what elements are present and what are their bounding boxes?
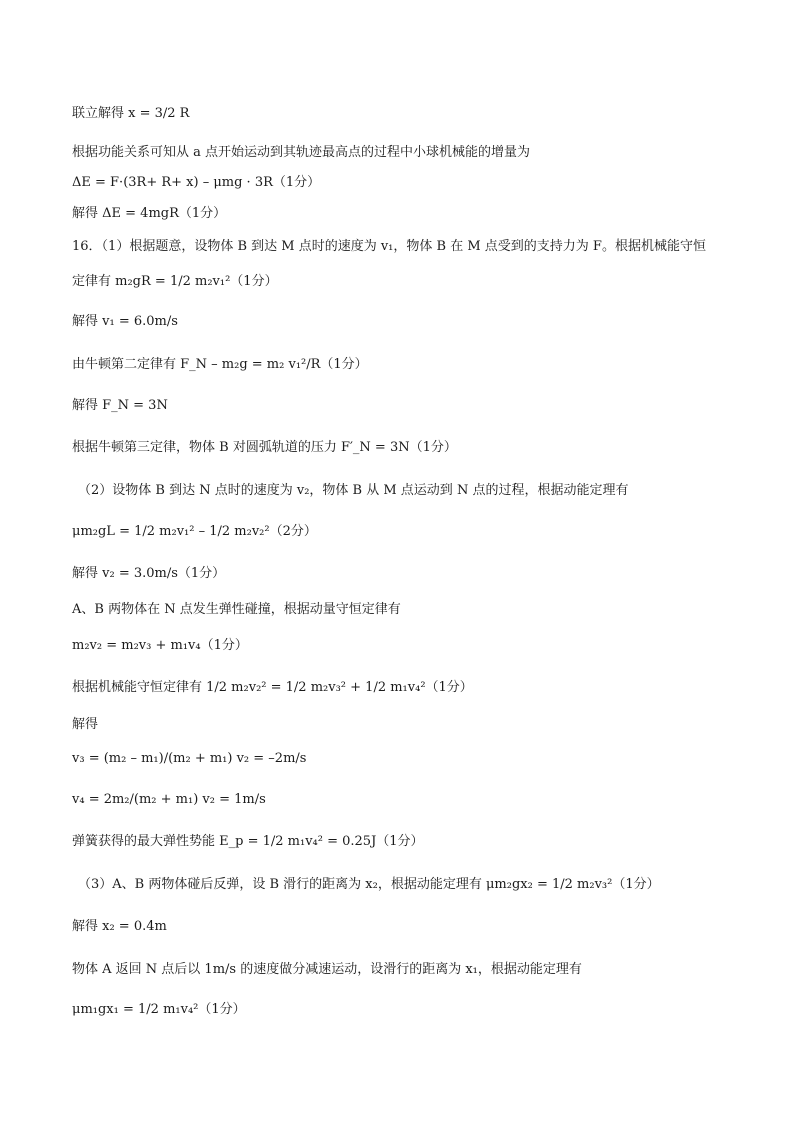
solution-v3: v₃ = (m₂ – m₁)/(m₂ + m₁) v₂ = –2m/s bbox=[72, 751, 307, 766]
equation-newton-second-law: 由牛顿第二定律有 F_N – m₂g = m₂ v₁²/R（1分） bbox=[72, 357, 368, 372]
solution-result-energy: 解得 ΔE = 4mgR（1分） bbox=[72, 206, 227, 221]
equation-energy-increment: ΔE = F·(3R+ R+ x) – μmg · 3R（1分） bbox=[72, 175, 321, 190]
solution-v4: v₄ = 2m₂/(m₂ + m₁) v₂ = 1m/s bbox=[72, 792, 266, 807]
solution-v1: 解得 v₁ = 6.0m/s bbox=[72, 314, 178, 329]
solution-pressure-force: 根据牛顿第三定律，物体 B 对圆弧轨道的压力 F′_N = 3N（1分） bbox=[72, 440, 457, 455]
question-16-part-1-intro: 16．（1）根据题意，设物体 B 到达 M 点时的速度为 v₁，物体 B 在 M 点受到的支持力为 F。根据机械能守恒 bbox=[72, 239, 706, 254]
solution-line-2: 根据功能关系可知从 a 点开始运动到其轨迹最高点的过程中小球机械能的增量为 bbox=[72, 145, 531, 160]
solution-line-1: 联立解得 x = 3/2 R bbox=[72, 106, 190, 121]
solution-label: 解得 bbox=[72, 717, 99, 732]
equation-energy-conservation: 定律有 m₂gR = 1/2 m₂v₁²（1分） bbox=[72, 274, 278, 289]
object-a-return-statement: 物体 A 返回 N 点后以 1m/s 的速度做分减速运动，设滑行的距离为 x₁，根据动能定理有 bbox=[72, 962, 582, 977]
solution-v2: 解得 v₂ = 3.0m/s（1分） bbox=[72, 566, 226, 581]
equation-momentum-conservation: m₂v₂ = m₂v₃ + m₁v₄（1分） bbox=[72, 638, 248, 653]
solution-x2: 解得 x₂ = 0.4m bbox=[72, 919, 167, 934]
equation-work-energy-mn: μm₂gL = 1/2 m₂v₁² – 1/2 m₂v₂²（2分） bbox=[72, 524, 317, 539]
question-16-part-2-intro: （2）设物体 B 到达 N 点时的速度为 v₂，物体 B 从 M 点运动到 N 点的过程，根据动能定理有 bbox=[78, 483, 629, 498]
equation-mechanical-energy-conservation: 根据机械能守恒定律有 1/2 m₂v₂² = 1/2 m₂v₃² + 1/2 m₁v₄²（1分） bbox=[72, 680, 473, 695]
solution-elastic-potential-energy: 弹簧获得的最大弹性势能 E_p = 1/2 m₁v₄² = 0.25J（1分） bbox=[72, 834, 424, 849]
question-16-part-3-intro: （3）A、B 两物体碰后反弹，设 B 滑行的距离为 x₂，根据动能定理有 μm₂gx₂ = 1/2 m₂v₃²（1分） bbox=[78, 877, 660, 892]
equation-work-energy-a: μm₁gx₁ = 1/2 m₁v₄²（1分） bbox=[72, 1002, 246, 1017]
collision-statement: A、B 两物体在 N 点发生弹性碰撞，根据动量守恒定律有 bbox=[72, 602, 401, 617]
solution-normal-force: 解得 F_N = 3N bbox=[72, 398, 168, 413]
